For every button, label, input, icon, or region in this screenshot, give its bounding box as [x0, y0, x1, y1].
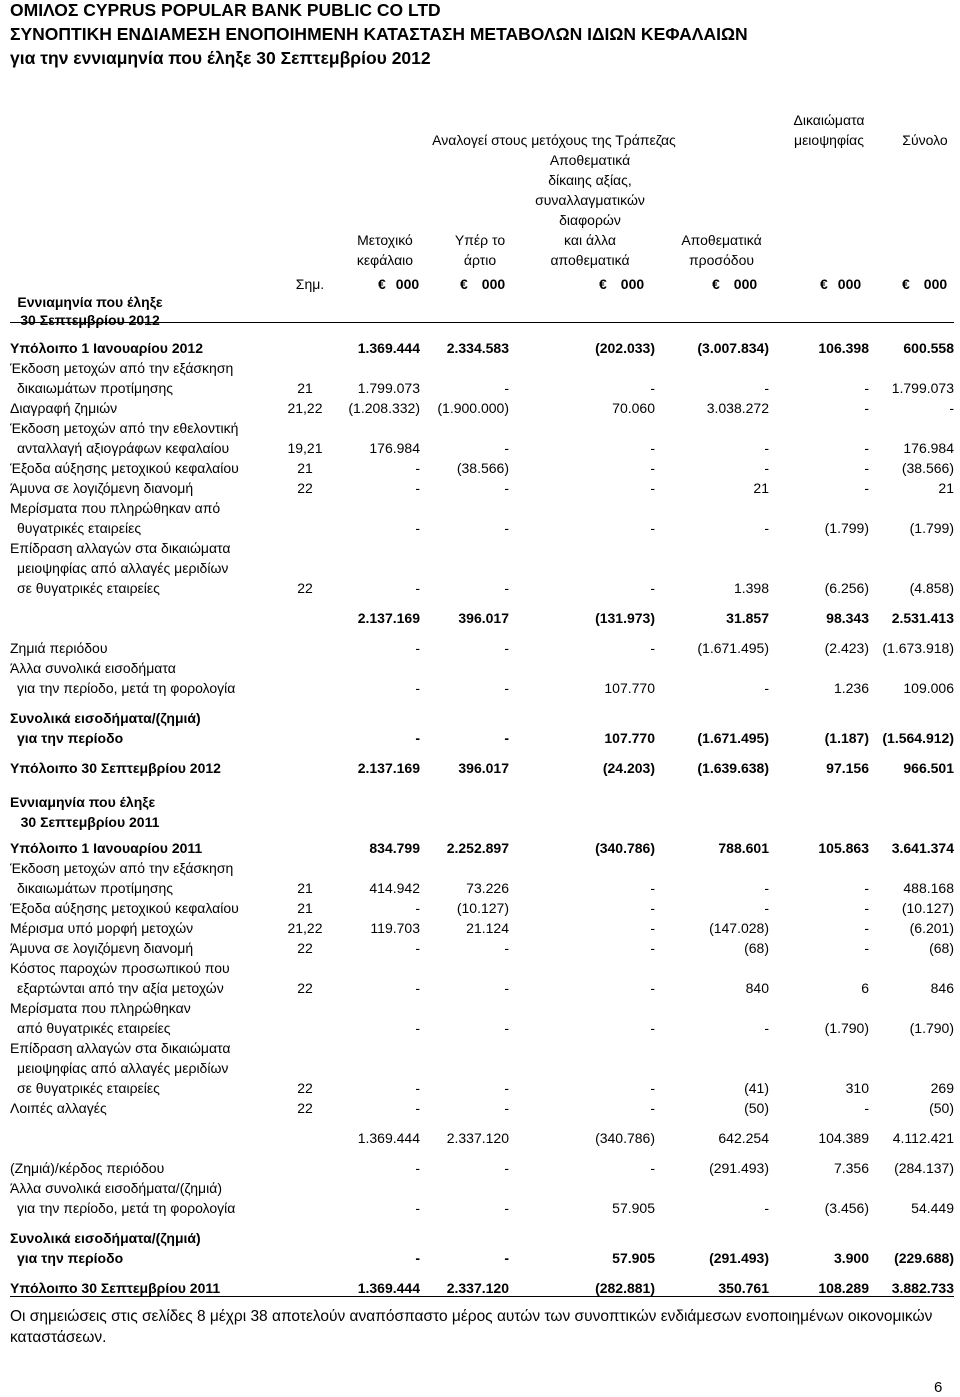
table-row	[0, 1158, 960, 1178]
cell-value: -	[650, 980, 655, 996]
row-label: (Ζημιά)/κέρδος περιόδου	[10, 1160, 165, 1176]
table-row	[0, 1228, 960, 1248]
row-label: από θυγατρικές εταιρείες	[17, 1020, 171, 1036]
table-row	[0, 338, 960, 358]
row-label: σε θυγατρικές εταιρείες	[17, 1080, 160, 1096]
row-note-ref: 21	[297, 900, 313, 916]
cell-value: (131.973)	[595, 610, 655, 626]
table-row	[0, 1128, 960, 1148]
cell-value: 600.558	[903, 340, 954, 356]
row-note-ref: 22	[297, 940, 313, 956]
cell-value: 1.799.073	[891, 380, 954, 396]
cell-value: -	[415, 580, 420, 596]
cell-value: 2.137.169	[357, 760, 420, 776]
cell-value: 176.984	[903, 440, 954, 456]
cell-value: -	[650, 640, 655, 656]
cell-value: 4.112.421	[892, 1130, 954, 1146]
cell-value: 488.168	[903, 880, 954, 896]
cell-value: -	[504, 1020, 509, 1036]
row-note-ref: 22	[297, 580, 313, 596]
cell-value: (340.786)	[595, 1130, 655, 1146]
cell-value: 21	[938, 480, 954, 496]
table-row	[0, 608, 960, 628]
cell-value: 3.641.374	[891, 840, 954, 856]
cell-value: -	[650, 460, 655, 476]
cell-value: 310	[845, 1080, 869, 1096]
unit-col-minority: € 000	[820, 276, 862, 292]
cell-value: (202.033)	[595, 340, 655, 356]
cell-value: -	[864, 400, 869, 416]
fv-header-line5: και άλλα	[564, 232, 616, 248]
row-note-ref: 21	[297, 460, 313, 476]
cell-value: -	[650, 380, 655, 396]
cell-value: -	[415, 1100, 420, 1116]
cell-value: -	[504, 980, 509, 996]
footer-rule	[10, 1296, 954, 1297]
cell-value: 966.501	[903, 760, 954, 776]
cell-value: 119.703	[370, 920, 420, 936]
row-label: Έξοδα αύξησης μετοχικού κεφαλαίου	[10, 460, 239, 476]
table-row	[0, 478, 960, 498]
group-owners-header: Αναλογεί στους μετόχους της Τράπεζας	[432, 132, 676, 148]
premium-header-line2: άρτιο	[463, 252, 497, 268]
cell-value: -	[415, 900, 420, 916]
table-row	[0, 958, 960, 978]
cell-value: -	[415, 520, 420, 536]
cell-value: -	[650, 1100, 655, 1116]
cell-value: (1.799)	[909, 520, 954, 536]
cell-value: -	[650, 580, 655, 596]
cell-value: 31.857	[726, 610, 769, 626]
cell-value: 1.369.444	[357, 1280, 420, 1296]
cell-value: -	[504, 680, 509, 696]
table-row	[0, 1278, 960, 1298]
cell-value: (1.673.918)	[882, 640, 954, 656]
table-row	[0, 638, 960, 658]
row-label: για την περίοδο, μετά τη φορολογία	[17, 680, 236, 696]
cell-value: -	[504, 1250, 509, 1266]
cell-value: -	[949, 400, 954, 416]
cell-value: (3.007.834)	[697, 340, 769, 356]
cell-value: 1.398	[733, 580, 769, 596]
row-label: Άλλα συνολικά εισοδήματα	[10, 660, 176, 676]
header-rule	[10, 322, 954, 323]
cell-value: -	[864, 460, 869, 476]
row-label: μειοψηφίας από αλλαγές μεριδίων	[17, 1060, 229, 1076]
table-row	[0, 758, 960, 778]
cell-value: 350.761	[718, 1280, 769, 1296]
cell-value: -	[415, 1080, 420, 1096]
table-row	[0, 998, 960, 1018]
cell-value: -	[864, 940, 869, 956]
cell-value: -	[864, 900, 869, 916]
table-row	[0, 418, 960, 438]
table-row	[0, 1098, 960, 1118]
cell-value: 57.905	[612, 1250, 655, 1266]
cell-value: -	[504, 1200, 509, 1216]
row-label: Συνολικά εισοδήματα/(ζημιά)	[10, 1230, 201, 1246]
row-note-ref: 21	[297, 880, 313, 896]
cell-value: (282.881)	[595, 1280, 655, 1296]
cell-value: -	[415, 730, 420, 746]
cell-value: 104.389	[818, 1130, 869, 1146]
cell-value: (1.187)	[824, 730, 869, 746]
cell-value: -	[650, 1020, 655, 1036]
cell-value: 108.289	[818, 1280, 869, 1296]
row-note-ref: 21	[297, 380, 313, 396]
fv-header-line4: διαφορών	[559, 212, 621, 228]
table-row	[0, 978, 960, 998]
cell-value: -	[650, 480, 655, 496]
table-row	[0, 658, 960, 678]
re-header-line1: Αποθεματικά	[681, 232, 762, 248]
minority-header-line2: μειοψηφίας	[794, 132, 864, 148]
table-row	[0, 358, 960, 378]
table-row	[0, 578, 960, 598]
row-note-ref: 21,22	[287, 920, 323, 936]
cell-value: -	[864, 440, 869, 456]
cell-value: -	[504, 1160, 509, 1176]
table-row	[0, 728, 960, 748]
cell-value: -	[415, 1020, 420, 1036]
cell-value: -	[650, 880, 655, 896]
row-label: δικαιωμάτων προτίμησης	[17, 880, 174, 896]
cell-value: 2.252.897	[446, 840, 509, 856]
cell-value: 2.334.583	[446, 340, 509, 356]
table-row	[0, 538, 960, 558]
cell-value: (68)	[929, 940, 954, 956]
row-label: Κόστος παροχών προσωπικού που	[10, 960, 230, 976]
cell-value: -	[504, 520, 509, 536]
cell-value: -	[415, 980, 420, 996]
unit-col-total: € 000	[902, 276, 948, 292]
table-row	[0, 1038, 960, 1058]
cell-value: 2.137.169	[357, 610, 420, 626]
cell-value: -	[764, 380, 769, 396]
cell-value: -	[864, 880, 869, 896]
cell-value: -	[650, 1080, 655, 1096]
table-row	[0, 438, 960, 458]
row-label: θυγατρικές εταιρείες	[17, 520, 142, 536]
cell-value: (1.799)	[824, 520, 869, 536]
cell-value: 57.905	[612, 1200, 655, 1216]
table-row	[0, 858, 960, 878]
row-label: Συνολικά εισοδήματα/(ζημιά)	[10, 710, 201, 726]
row-note-ref: 22	[297, 1080, 313, 1096]
cell-value: 21	[753, 480, 769, 496]
cell-value: -	[650, 440, 655, 456]
cell-value: -	[764, 1200, 769, 1216]
cell-value: (229.688)	[894, 1250, 954, 1266]
cell-value: (3.456)	[824, 1200, 869, 1216]
cell-value: -	[504, 380, 509, 396]
cell-value: 2.337.120	[446, 1130, 509, 1146]
cell-value: -	[764, 880, 769, 896]
table-row	[0, 838, 960, 858]
cell-value: (291.493)	[709, 1160, 769, 1176]
cell-value: -	[415, 940, 420, 956]
cell-value: 3.900	[833, 1250, 869, 1266]
table-row	[0, 898, 960, 918]
cell-value: (1.790)	[824, 1020, 869, 1036]
cell-value: -	[764, 680, 769, 696]
cell-value: (6.256)	[824, 580, 869, 596]
cell-value: (50)	[744, 1100, 769, 1116]
row-note-ref: 22	[297, 1100, 313, 1116]
row-label: Έκδοση μετοχών από την εξάσκηση	[10, 860, 234, 876]
cell-value: (284.137)	[894, 1160, 954, 1176]
row-note-ref: 21,22	[287, 400, 323, 416]
note-header: Σημ.	[295, 276, 325, 292]
section-2012-label-line1: Εννιαμηνία που έληξε	[17, 294, 163, 310]
cell-value: 1.369.444	[357, 340, 420, 356]
cell-value: (1.900.000)	[437, 400, 509, 416]
cell-value: (1.671.495)	[697, 640, 769, 656]
unit-col-re: € 000	[712, 276, 758, 292]
cell-value: 396.017	[458, 760, 509, 776]
cell-value: -	[650, 520, 655, 536]
cell-value: 98.343	[826, 610, 869, 626]
cell-value: -	[504, 480, 509, 496]
cell-value: -	[764, 900, 769, 916]
cell-value: 1.369.444	[357, 1130, 420, 1146]
table-row	[0, 678, 960, 698]
cell-value: -	[504, 730, 509, 746]
cell-value: -	[415, 1160, 420, 1176]
cell-value: 7.356	[833, 1160, 869, 1176]
table-row	[0, 498, 960, 518]
cell-value: (291.493)	[709, 1250, 769, 1266]
table-row	[0, 398, 960, 418]
cell-value: -	[864, 1100, 869, 1116]
cell-value: -	[864, 480, 869, 496]
cell-value: 21.124	[466, 920, 509, 936]
table-row	[0, 1198, 960, 1218]
cell-value: -	[415, 460, 420, 476]
cell-value: (6.201)	[909, 920, 954, 936]
cell-value: -	[415, 680, 420, 696]
company-name: ΟΜΙΛΟΣ CYPRUS POPULAR BANK PUBLIC CO LTD	[10, 0, 441, 20]
share-capital-header-line1: Μετοχικό	[357, 232, 413, 248]
cell-value: 105.863	[818, 840, 869, 856]
cell-value: (50)	[929, 1100, 954, 1116]
cell-value: (1.564.912)	[882, 730, 954, 746]
cell-value: -	[650, 900, 655, 916]
table-row	[0, 558, 960, 578]
row-label: Έκδοση μετοχών από την εξάσκηση	[10, 360, 234, 376]
row-label: εξαρτώνται από την αξία μετοχών	[17, 980, 224, 996]
cell-value: (2.423)	[824, 640, 869, 656]
unit-col-fv: € 000	[599, 276, 645, 292]
row-label: για την περίοδο, μετά τη φορολογία	[17, 1200, 236, 1216]
cell-value: 107.770	[604, 730, 655, 746]
cell-value: -	[650, 920, 655, 936]
cell-value: -	[415, 640, 420, 656]
fv-header-line2: δίκαιης αξίας,	[548, 172, 632, 188]
row-label: Υπόλοιπο 30 Σεπτεμβρίου 2012	[10, 760, 221, 776]
cell-value: 176.984	[369, 440, 420, 456]
cell-value: -	[504, 940, 509, 956]
cell-value: 1.236	[833, 680, 869, 696]
cell-value: (4.858)	[909, 580, 954, 596]
cell-value: 97.156	[826, 760, 869, 776]
premium-header-line1: Υπέρ το	[454, 232, 506, 248]
row-note-ref: 22	[297, 480, 313, 496]
section-2012-label-line2: 30 Σεπτεμβρίου 2012	[20, 312, 160, 328]
row-label: δικαιωμάτων προτίμησης	[17, 380, 174, 396]
unit-col-premium: € 000	[460, 276, 506, 292]
re-header-line2: προσόδου	[688, 252, 755, 268]
table-row	[0, 1078, 960, 1098]
share-capital-header-line2: κεφάλαιο	[356, 252, 414, 268]
table-row	[0, 708, 960, 728]
row-label: Άμυνα σε λογιζόμενη διανομή	[10, 480, 194, 496]
table-row	[0, 938, 960, 958]
cell-value: (1.671.495)	[697, 730, 769, 746]
row-label: Έξοδα αύξησης μετοχικού κεφαλαίου	[10, 900, 239, 916]
cell-value: (38.566)	[456, 460, 509, 476]
cell-value: (38.566)	[901, 460, 954, 476]
row-label: Επίδραση αλλαγών στα δικαιώματα	[10, 540, 231, 556]
row-label: Υπόλοιπο 30 Σεπτεμβρίου 2011	[10, 1280, 221, 1296]
row-label: Άμυνα σε λογιζόμενη διανομή	[10, 940, 194, 956]
cell-value: 3.038.272	[706, 400, 769, 416]
cell-value: -	[650, 940, 655, 956]
row-label: για την περίοδο	[17, 730, 124, 746]
row-label: Μερίσματα που πληρώθηκαν από	[10, 500, 221, 516]
cell-value: (68)	[744, 940, 769, 956]
cell-value: 106.398	[818, 340, 869, 356]
cell-value: 3.882.733	[891, 1280, 954, 1296]
fv-header-line1: Αποθεματικά	[549, 152, 631, 168]
cell-value: 1.799.073	[357, 380, 420, 396]
row-label: Λοιπές αλλαγές	[10, 1100, 107, 1116]
row-note-ref: 22	[297, 980, 313, 996]
cell-value: -	[415, 480, 420, 496]
cell-value: -	[415, 1200, 420, 1216]
row-note-ref: 19,21	[287, 440, 323, 456]
row-label: Μερίσματα που πληρώθηκαν	[10, 1000, 191, 1016]
cell-value: (1.639.638)	[697, 760, 769, 776]
footer-note: Οι σημειώσεις στις σελίδες 8 μέχρι 38 αποτελούν αναπόσπαστο μέρος αυτών των συνοπτικών ενδιάμεσων ενοποιημένων οικονομικών καταστάσεων.	[10, 1308, 933, 1346]
row-label: Υπόλοιπο 1 Ιανουαρίου 2012	[10, 340, 203, 356]
cell-value: -	[415, 1250, 420, 1266]
fv-header-line6: αποθεματικά	[550, 252, 630, 268]
total-header: Σύνολο	[902, 132, 948, 148]
row-label: Υπόλοιπο 1 Ιανουαρίου 2011	[10, 840, 203, 856]
cell-value: -	[764, 1020, 769, 1036]
cell-value: -	[504, 440, 509, 456]
row-label: Έκδοση μετοχών από την εθελοντική	[10, 420, 239, 436]
table-row	[0, 518, 960, 538]
cell-value: (1.790)	[909, 1020, 954, 1036]
statement-period: για την εννιαμηνία που έληξε 30 Σεπτεμβρίου 2012	[10, 48, 431, 68]
unit-col-share-capital: € 000	[378, 276, 420, 292]
page-number: 6	[934, 1379, 943, 1396]
cell-value: 846	[930, 980, 954, 996]
cell-value: 788.601	[718, 840, 769, 856]
cell-value: 396.017	[458, 610, 509, 626]
cell-value: -	[764, 460, 769, 476]
cell-value: -	[504, 1080, 509, 1096]
cell-value: (10.127)	[901, 900, 954, 916]
cell-value: 2.531.413	[891, 610, 954, 626]
table-row	[0, 458, 960, 478]
cell-value: 414.942	[369, 880, 420, 896]
statement-title: ΣΥΝΟΠΤΙΚΗ ΕΝΔΙΑΜΕΣΗ ΕΝΟΠΟΙΗΜΕΝΗ ΚΑΤΑΣΤΑΣΗ ΜΕΤΑΒΟΛΩΝ ΙΔΙΩΝ ΚΕΦΑΛΑΙΩΝ	[10, 24, 748, 44]
table-row	[0, 1018, 960, 1038]
table-row	[0, 1248, 960, 1268]
cell-value: 73.226	[466, 880, 509, 896]
cell-value: 54.449	[911, 1200, 954, 1216]
table-row	[0, 1178, 960, 1198]
cell-value: 642.254	[718, 1130, 769, 1146]
cell-value: 2.337.120	[446, 1280, 509, 1296]
table-row	[0, 918, 960, 938]
cell-value: 269	[930, 1080, 954, 1096]
cell-value: -	[764, 440, 769, 456]
row-label: μειοψηφίας από αλλαγές μεριδίων	[17, 560, 229, 576]
cell-value: (41)	[744, 1080, 769, 1096]
row-label: Διαγραφή ζημιών	[10, 400, 118, 416]
cell-value: -	[504, 580, 509, 596]
row-label: για την περίοδο	[17, 1250, 124, 1266]
cell-value: 834.799	[369, 840, 420, 856]
row-label: Μέρισμα υπό μορφή μετοχών	[10, 920, 194, 936]
cell-value: 840	[745, 980, 769, 996]
cell-value: -	[864, 920, 869, 936]
cell-value: (147.028)	[709, 920, 769, 936]
row-label: σε θυγατρικές εταιρείες	[17, 580, 160, 596]
minority-header-line1: Δικαιώματα	[793, 112, 865, 128]
row-label: Ζημιά περιόδου	[10, 640, 108, 656]
section-2011-label-line1: Εννιαμηνία που έληξε	[10, 794, 156, 810]
cell-value: 109.006	[903, 680, 954, 696]
row-label: Άλλα συνολικά εισοδήματα/(ζημιά)	[10, 1180, 222, 1196]
cell-value: 6	[861, 980, 869, 996]
cell-value: -	[650, 1160, 655, 1176]
cell-value: -	[764, 520, 769, 536]
row-label: Επίδραση αλλαγών στα δικαιώματα	[10, 1040, 231, 1056]
fv-header-line3: συναλλαγματικών	[535, 192, 645, 208]
cell-value: (1.208.332)	[348, 400, 420, 416]
cell-value: -	[504, 1100, 509, 1116]
cell-value: -	[864, 380, 869, 396]
cell-value: 70.060	[612, 400, 655, 416]
section-2011-label-line2: 30 Σεπτεμβρίου 2011	[20, 814, 160, 830]
table-row	[0, 878, 960, 898]
cell-value: -	[504, 640, 509, 656]
cell-value: 107.770	[604, 680, 655, 696]
cell-value: (340.786)	[595, 840, 655, 856]
row-label: ανταλλαγή αξιογράφων κεφαλαίου	[17, 440, 230, 456]
cell-value: (10.127)	[456, 900, 509, 916]
table-row	[0, 1058, 960, 1078]
cell-value: (24.203)	[602, 760, 655, 776]
table-row	[0, 378, 960, 398]
